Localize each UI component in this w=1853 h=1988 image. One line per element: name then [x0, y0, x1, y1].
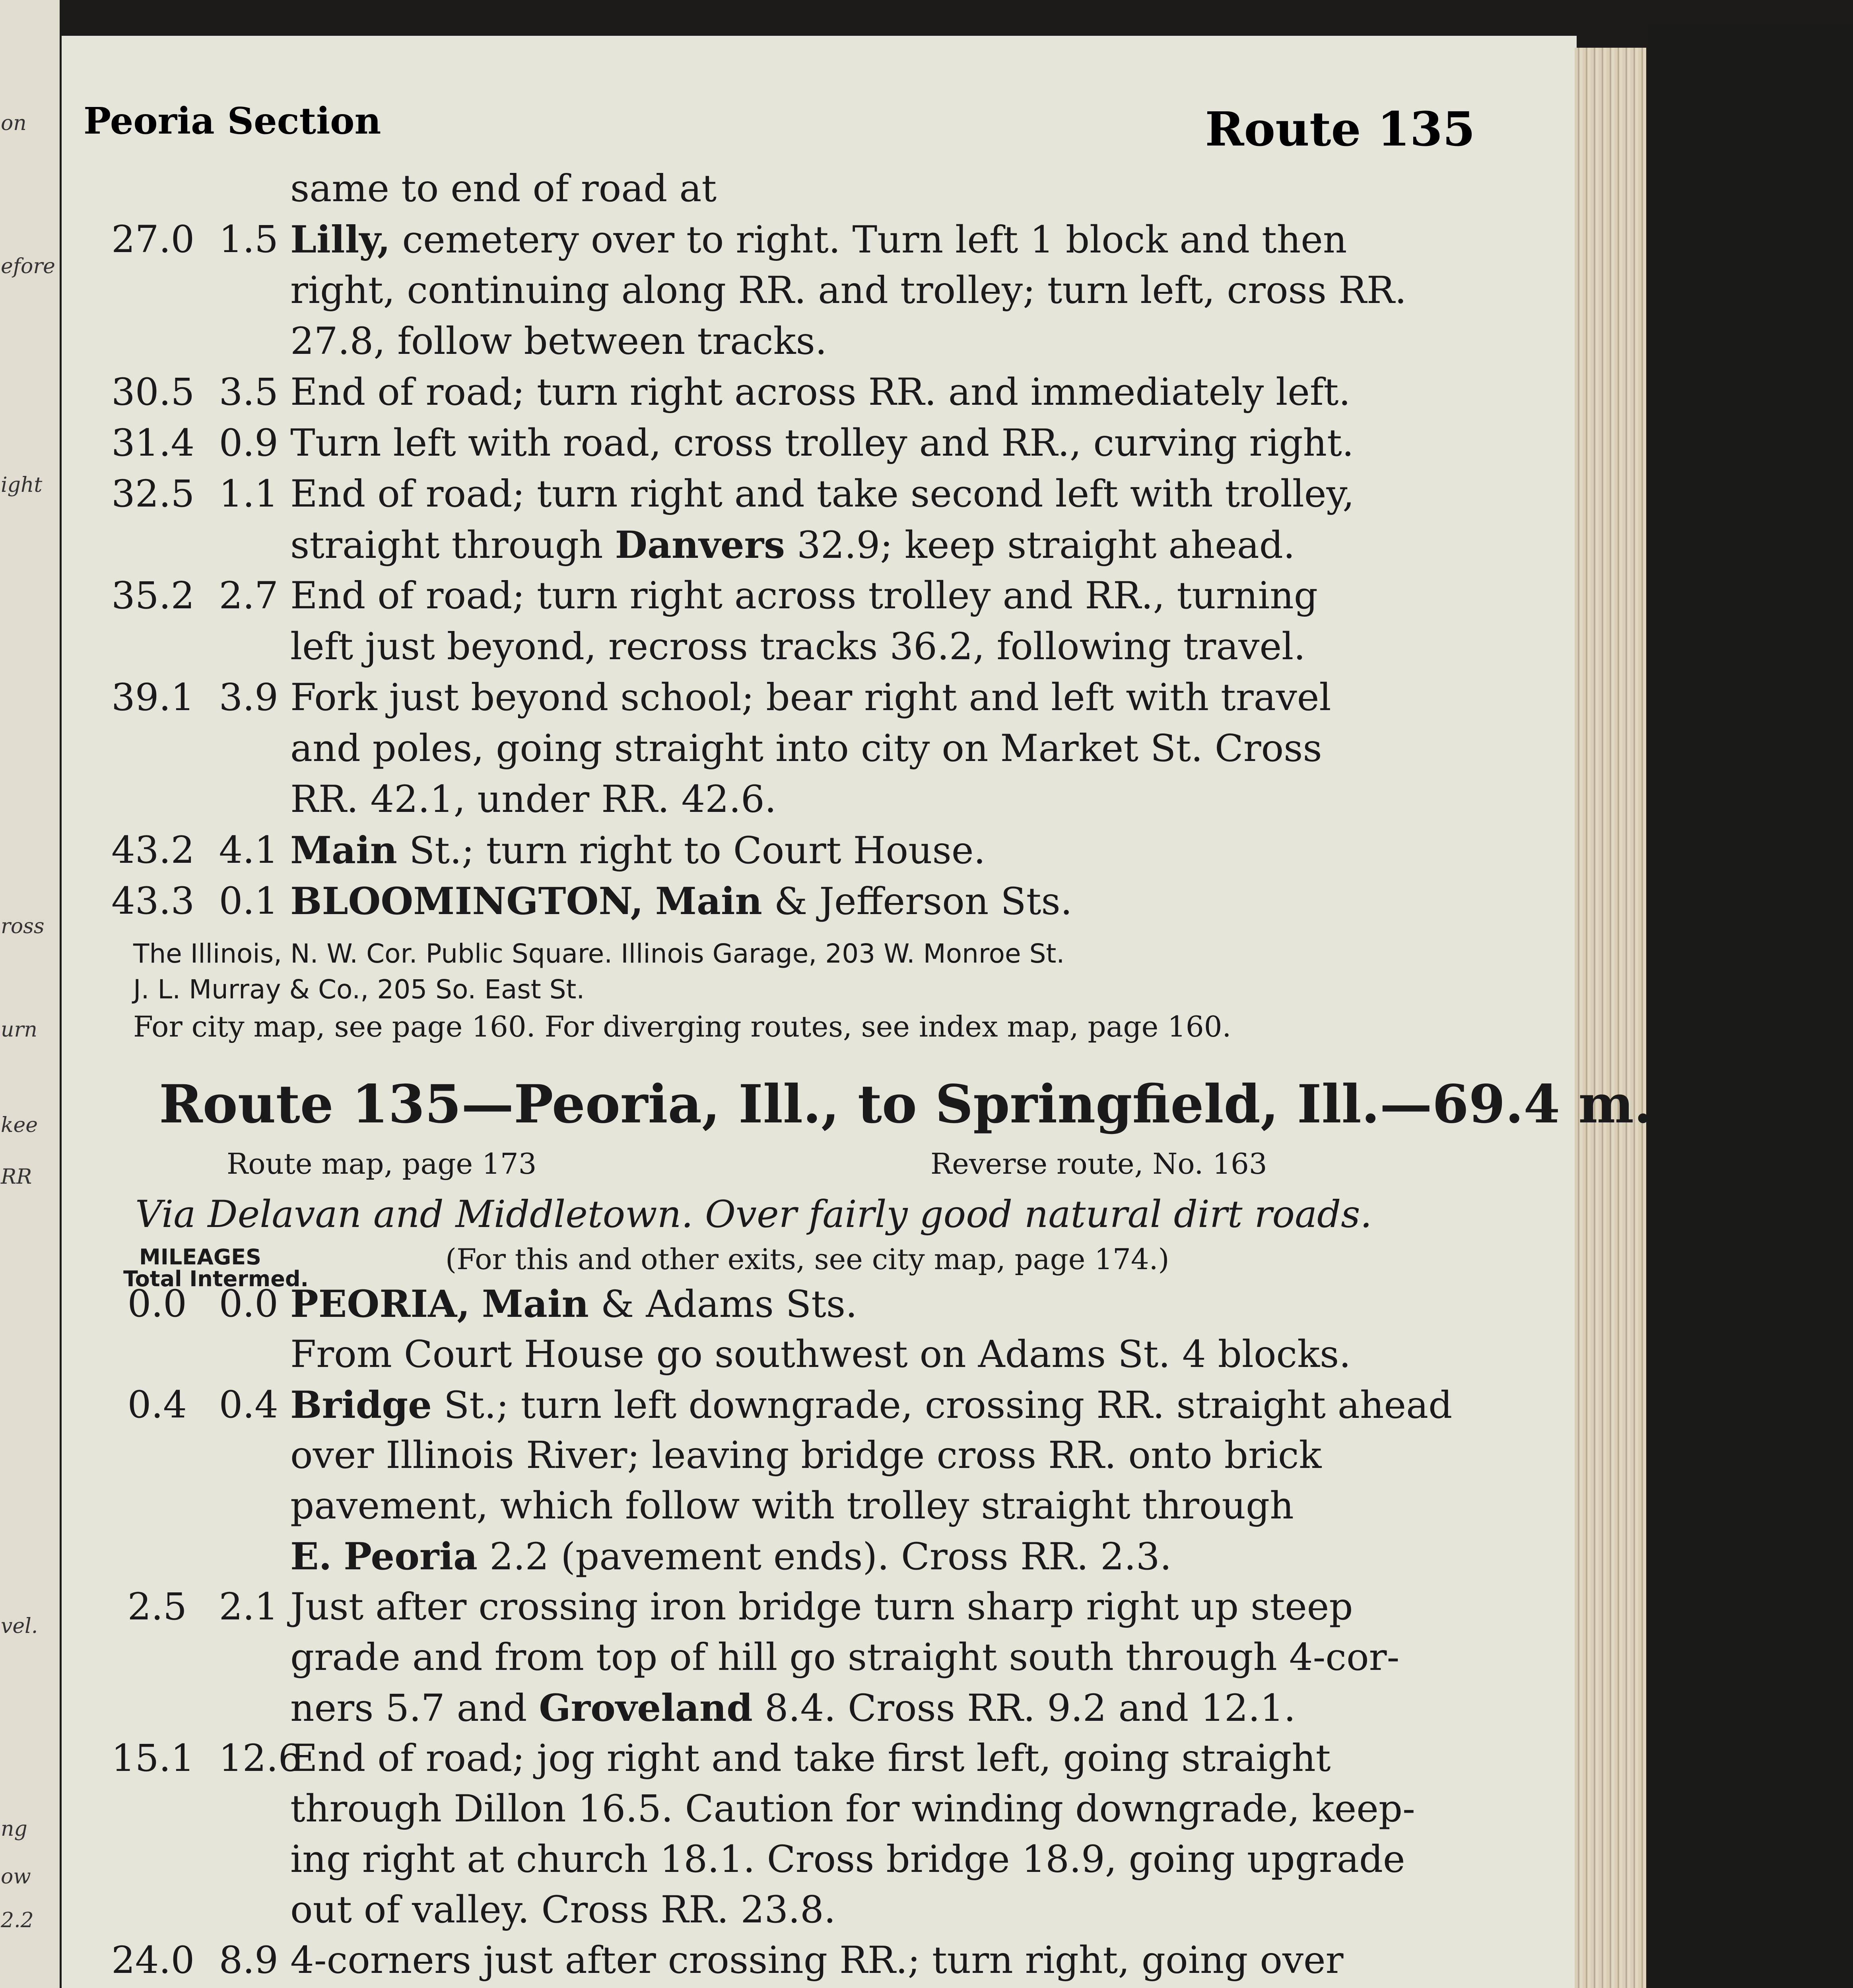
hotel-line: J. L. Murray & Co., 205 So. East St. — [133, 974, 585, 1005]
direction-text: BLOOMINGTON, Main & Jefferson Sts. — [290, 879, 1072, 923]
adjacent-page-edge — [0, 0, 60, 1988]
mileages-label: MILEAGES — [139, 1244, 262, 1270]
direction-text: From Court House go southwest on Adams St. 4 blocks. — [290, 1333, 1351, 1376]
direction-text: straight through Danvers 32.9; keep straight ahead. — [290, 523, 1295, 567]
fragment: ight — [1, 473, 43, 497]
fragment: urn — [1, 1018, 37, 1042]
fragment: RR — [1, 1165, 32, 1189]
direction-text: over Illinois River; leaving bridge cross RR. onto brick — [290, 1434, 1322, 1477]
direction-text: same to end of road at — [290, 167, 717, 210]
total-mileage: 30.5 — [111, 371, 195, 414]
direction-text: out of valley. Cross RR. 23.8. — [290, 1888, 836, 1932]
intermediate-mileage: 0.1 — [219, 879, 278, 923]
total-mileage: 31.4 — [111, 421, 195, 465]
total-mileage: 43.3 — [111, 879, 195, 923]
direction-text: PEORIA, Main & Adams Sts. — [290, 1282, 858, 1326]
intermediate-mileage: 1.1 — [219, 472, 278, 516]
intermediate-mileage: 0.4 — [219, 1383, 278, 1427]
total-mileage: 15.1 — [111, 1737, 195, 1780]
direction-text: 4-corners just after crossing RR.; turn right, going over — [290, 1939, 1344, 1982]
intermediate-mileage: 2.1 — [219, 1585, 278, 1629]
total-mileage: 0.0 — [127, 1282, 187, 1326]
intermediate-mileage: 0.0 — [219, 1282, 278, 1326]
total-mileage: 43.2 — [111, 829, 195, 872]
intermediate-mileage: 3.5 — [219, 371, 278, 414]
direction-text: ners 5.7 and Groveland 8.4. Cross RR. 9.2 and 12.1. — [290, 1686, 1296, 1730]
direction-text: left just beyond, recross tracks 36.2, following travel. — [290, 625, 1306, 668]
fragment: ow — [1, 1865, 31, 1889]
total-intermed-label: Total Intermed. — [123, 1266, 309, 1291]
fragment: on — [1, 111, 27, 135]
page-edges — [1575, 48, 1646, 1988]
direction-text: and poles, going straight into city on Market St. Cross — [290, 727, 1322, 770]
intermediate-mileage: 1.5 — [219, 218, 278, 261]
direction-text: through Dillon 16.5. Caution for winding downgrade, keep- — [290, 1787, 1415, 1831]
hotel-line: The Illinois, N. W. Cor. Public Square. Illinois Garage, 203 W. Monroe St. — [133, 938, 1065, 969]
fragment: 2.2 — [1, 1908, 34, 1932]
fragment: kee — [1, 1113, 38, 1137]
total-mileage: 27.0 — [111, 218, 195, 261]
direction-text: Turn left with road, cross trolley and RR., curving right. — [290, 421, 1354, 465]
exits-note: (For this and other exits, see city map, page 174.) — [445, 1242, 1169, 1276]
direction-text: 27.8, follow between tracks. — [290, 320, 827, 363]
total-mileage: 39.1 — [111, 676, 195, 719]
fragment: ross — [1, 914, 45, 938]
direction-text: End of road; turn right across RR. and immediately left. — [290, 371, 1351, 414]
fragment: vel. — [1, 1614, 38, 1638]
direction-text: End of road; jog right and take first left, going straight — [290, 1737, 1331, 1780]
direction-text: End of road; turn right across trolley and RR., turning — [290, 574, 1318, 617]
direction-text: ing right at church 18.1. Cross bridge 18.9, going upgrade — [290, 1838, 1405, 1881]
total-mileage: 0.4 — [127, 1383, 187, 1427]
total-mileage: 32.5 — [111, 472, 195, 516]
fragment: ng — [1, 1817, 27, 1841]
route-map-ref: Route map, page 173 — [227, 1147, 537, 1180]
direction-text: End of road; turn right and take second left with trolley, — [290, 472, 1355, 516]
route-via: Via Delavan and Middletown. Over fairly good natural dirt roads. — [135, 1193, 1372, 1236]
intermediate-mileage: 4.1 — [219, 829, 278, 872]
total-mileage: 24.0 — [111, 1939, 195, 1982]
route-title: Route 135—Peoria, Ill., to Springfield, Ill.—69.4 m. — [159, 1074, 1652, 1135]
intermediate-mileage: 8.9 — [219, 1939, 278, 1982]
direction-text: Bridge St.; turn left downgrade, crossing RR. straight ahead — [290, 1383, 1453, 1427]
direction-text: E. Peoria 2.2 (pavement ends). Cross RR. 2.3. — [290, 1535, 1172, 1578]
direction-text: right, continuing along RR. and trolley; turn left, cross RR. — [290, 269, 1407, 312]
map-note: For city map, see page 160. For diverging routes, see index map, page 160. — [133, 1010, 1231, 1043]
intermediate-mileage: 12.6 — [219, 1737, 302, 1780]
direction-text: grade and from top of hill go straight south through 4-cor- — [290, 1636, 1400, 1679]
intermediate-mileage: 0.9 — [219, 421, 278, 465]
reverse-route-ref: Reverse route, No. 163 — [930, 1147, 1267, 1180]
direction-text: RR. 42.1, under RR. 42.6. — [290, 778, 777, 821]
total-mileage: 2.5 — [127, 1585, 187, 1629]
intermediate-mileage: 2.7 — [219, 574, 278, 617]
direction-text: Fork just beyond school; bear right and left with travel — [290, 676, 1331, 719]
route-header: Route 135 — [1205, 101, 1475, 157]
direction-text: Main St.; turn right to Court House. — [290, 829, 986, 872]
direction-text: Lilly, cemetery over to right. Turn left 1 block and then — [290, 218, 1347, 262]
total-mileage: 35.2 — [111, 574, 195, 617]
direction-text: Just after crossing iron bridge turn sharp right up steep — [290, 1585, 1353, 1629]
intermediate-mileage: 3.9 — [219, 676, 278, 719]
book-cover — [1646, 24, 1853, 1988]
direction-text: pavement, which follow with trolley straight through — [290, 1484, 1294, 1528]
section-header: Peoria Section — [84, 99, 381, 142]
fragment: efore — [1, 254, 55, 278]
